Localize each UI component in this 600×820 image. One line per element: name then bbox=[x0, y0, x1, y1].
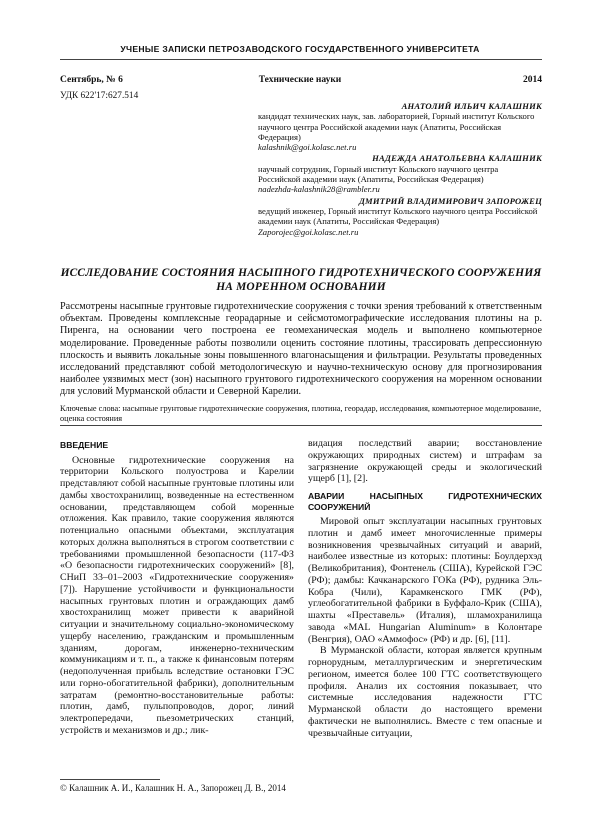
udk-code: УДК 622'17:627.514 bbox=[60, 91, 139, 101]
author-affiliation: кандидат технических наук, зав. лабораторией, Горный институт Кольского научного центра Российской академии наук (Апатиты, Российская Федерация) bbox=[258, 111, 535, 142]
section-label: Технические науки bbox=[258, 75, 342, 85]
author-name: АНАТОЛИЙ ИЛЬИЧ КАЛАШНИК bbox=[401, 101, 542, 111]
left-column bbox=[60, 438, 294, 737]
article-title: ИССЛЕДОВАНИЕ СОСТОЯНИЯ НАСЫПНОГО ГИДРОТЕХНИЧЕСКОГО СООРУЖЕНИЯ НА МОРЕННОМ ОСНОВАНИИ bbox=[60, 267, 542, 293]
accidents-paragraph-2: В Мурманской области, которая является крупным горнорудным, металлургическим и энергетическим регионом, имеется более 100 ГТС соответствующего профиля. Анализ их состояния показывает, что системные исследования надежности ГТС Мурманской области до настоящего времени фактически не выполнялись. Вместе с тем опасные и чрезвычайные ситуации, bbox=[308, 645, 542, 739]
journal-title: УЧЕНЫЕ ЗАПИСКИ ПЕТРОЗАВОДСКОГО ГОСУДАРСТВЕННОГО УНИВЕРСИТЕТА bbox=[120, 44, 480, 54]
author-2 bbox=[258, 153, 542, 194]
copyright-notice: © Калашник А. И., Калашник Н. А., Запорожец Д. В., 2014 bbox=[60, 783, 286, 793]
author-affiliation: ведущий инженер, Горный институт Кольского научного центра Российской академии наук (Апатиты, Российская Федерация) bbox=[258, 205, 538, 227]
author-affiliation: научный сотрудник, Горный институт Кольского научного центра Российской академии наук (Апатиты, Российская Федерация) bbox=[258, 163, 499, 185]
author-3 bbox=[258, 196, 542, 237]
author-email: Zaporojec@goi.kolasc.net.ru bbox=[258, 226, 359, 237]
keywords: Ключевые слова: насыпные грунтовые гидротехнические сооружения, плотина, георадар, исследования, компьютерное моделирование, оценка состояния bbox=[60, 404, 542, 424]
author-email: kalashnik@goi.kolasc.net.ru bbox=[258, 142, 357, 153]
author-1 bbox=[258, 101, 542, 152]
author-email: nadezhda-kalashnik28@rambler.ru bbox=[258, 184, 380, 195]
year-label: 2014 bbox=[523, 75, 542, 85]
accidents-paragraph-1: Мировой опыт эксплуатации насыпных грунтовых плотин и дамб имеет многочисленные примеры возникновения чрезвычайных ситуаций и аварий, наиболее известные из которых: плотины: Боулдерхэд (Великобритания), Фонтенель (США), Курейской ГЭС (РФ); дамбы: Качканарского ГОКа (РФ), рудника Эль-Кобра (Чили), Карамкенского ГМК (РФ), углеобогатительной фабрики в Буффало-Крик (США), шахты «Преставель» (Италия), шламохранилища завода «MAL Hungarian Aluminum» в Колонтаре (Венгрия), ОАО «Аммофос» (РФ) и др. [6], [11]. bbox=[308, 516, 542, 645]
introduction-paragraph: Основные гидротехнические сооружения на территории Кольского полуострова и Карелии представляют собой насыпные грунтовые плотины или дамбы хвостохранилищ, возведенные на естественном основании, представляющем собой моренные отложения. Как правило, такие сооружения являются потенциально опасными объектами, эксплуатация которых должна выполняться в строгом соответствии с требованиями промышленной безопасности (117-ФЗ «О безопасности гидротехнических сооружений» [8], СНиП 33–01–2003 «Гидротехнические сооружения» [7]). Нарушение устойчивости и функциональности насыпных грунтовых плотин и ограждающих дамб хвостохранилищ может привести к аварийной ситуации и значительному социально-экономическому ущербу населению, гражданским и промышленным зданиям, дорогам, инженерно-техническим коммуникациям и т. п., а также к финансовым потерям (недополученная прибыль вследствие остановки ГЭС или горно-обогатительной фабрики), дополнительным затратам (ремонтно-восстановительные работы: плотин, дамб, пульпопроводов, дорог, линий электропередачи, пьезометрических станций, устройств и механизмов и др.; лик- bbox=[60, 454, 294, 736]
content-divider bbox=[60, 425, 542, 426]
footnote-rule bbox=[60, 779, 160, 780]
section-heading-accidents: АВАРИИ НАСЫПНЫХ ГИДРОТЕХНИЧЕСКИХ СООРУЖЕНИЙ bbox=[308, 491, 542, 512]
introduction-continuation: видация последствий аварии; восстановление окружающих природных систем) и штрафам за загрязнение окружающей среды и экологический ущерб [1], [2]. bbox=[308, 438, 542, 485]
authors-block bbox=[258, 101, 542, 238]
issue-label: Сентябрь, № 6 bbox=[60, 75, 123, 85]
author-name: НАДЕЖДА АНАТОЛЬЕВНА КАЛАШНИК bbox=[372, 153, 542, 164]
header-rule-top bbox=[60, 59, 542, 60]
abstract: Рассмотрены насыпные грунтовые гидротехнические сооружения с точки зрения требований к ответственным объектам. Проведены комплексные георадарные и сейсмотомографические исследования плотины на р. Пиренга, на основании чего построена ее геомеханическая модель и выполнено компьютерное моделирование. Проведенные работы позволили оценить состояние плотины, трассировать депрессионную плоскость и выявить локальные зоны повышенного влагонасыщения и фильтрации. Результаты проведенных исследований представляют собой методологическую и научно-техническую основу для прогнозирования наиболее уязвимых мест (зон) насыпного грунтового гидротехнического сооружения на моренном основании для условий Мурманской области и Северной Карелии. bbox=[60, 301, 542, 398]
right-column bbox=[308, 438, 542, 739]
section-heading-introduction: ВВЕДЕНИЕ bbox=[60, 440, 109, 450]
author-name: ДМИТРИЙ ВЛАДИМИРОВИЧ ЗАПОРОЖЕЦ bbox=[358, 195, 542, 206]
